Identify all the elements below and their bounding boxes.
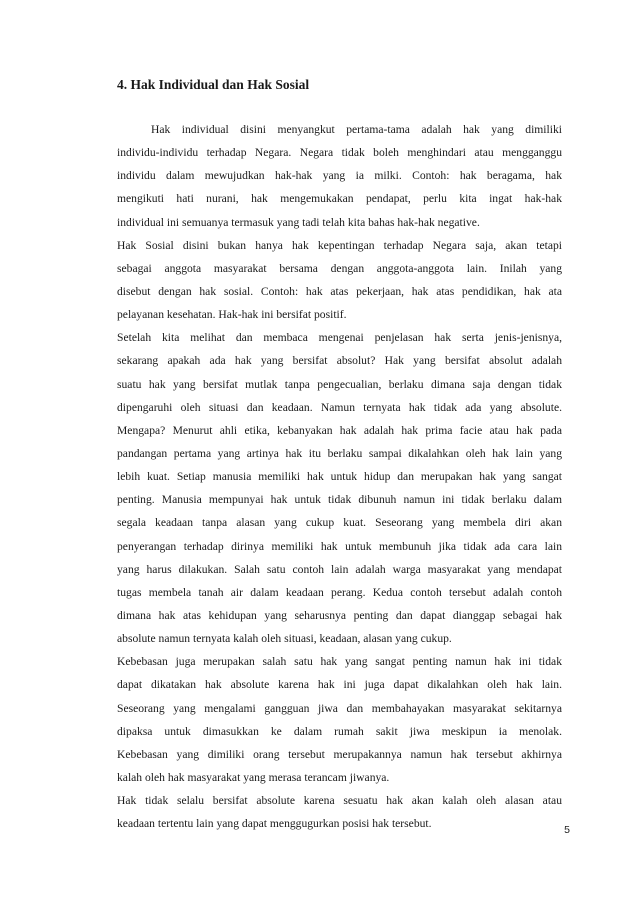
text-line: Mengapa? Menurut ahli etika, kebanyakan hak adalah hak prima facie atau hak pada: [117, 423, 562, 437]
text-line: dipaksa untuk dimasukkan ke dalam rumah sakit jiwa meskipun ia menolak.: [117, 724, 562, 738]
text-line: mengikuti hati nurani, hak mengemukakan pendapat, perlu kita ingat hak-hak: [117, 192, 562, 206]
text-line: absolute namun ternyata kalah oleh situasi, keadaan, alasan yang cukup.: [117, 632, 452, 646]
text-line: pandangan pertama yang artinya hak itu berlaku sampai dikalahkan oleh hak lain yang: [117, 446, 562, 460]
page-number: 5: [564, 824, 570, 836]
text-line: penting. Manusia mempunyai hak untuk tidak dibunuh namun ini tidak berlaku dalam: [117, 493, 562, 507]
text-line: individu-individu terhadap Negara. Negara tidak boleh menghindari atau mengganggu: [117, 146, 562, 160]
text-line: pelayanan kesehatan. Hak-hak ini bersifat positif.: [117, 308, 347, 322]
text-line: sekarang apakah ada hak yang bersifat absolut? Hak yang bersifat absolut adalah: [117, 354, 562, 368]
text-line: kalah oleh hak masyarakat yang merasa terancam jiwanya.: [117, 770, 390, 784]
text-line: suatu hak yang bersifat mutlak tanpa pengecualian, berlaku dimana saja dengan tidak: [117, 377, 562, 391]
text-line: yang harus dilakukan. Salah satu contoh lain adalah warga masyarakat yang mendapat: [117, 562, 562, 576]
text-line: dapat dikatakan hak absolute karena hak ini juga dapat dikalahkan oleh hak lain.: [117, 678, 562, 692]
text-line: Kebebasan yang dimiliki orang tersebut merupakannya namun hak tersebut akhirnya: [117, 747, 562, 761]
text-line: keadaan tertentu lain yang dapat menggugurkan posisi hak tersebut.: [117, 817, 432, 831]
text-line: segala keadaan tanpa alasan yang cukup kuat. Seseorang yang membela diri akan: [117, 516, 562, 530]
text-line: Seseorang yang mengalami gangguan jiwa dan membahayakan masyarakat sekitarnya: [117, 701, 562, 715]
text-line: Hak tidak selalu bersifat absolute karena sesuatu hak akan kalah oleh alasan atau: [117, 794, 562, 808]
body-text: [117, 118, 562, 835]
text-line: Hak Sosial disini bukan hanya hak kepentingan terhadap Negara saja, akan tetapi: [117, 238, 562, 252]
text-line: tugas membela tanah air dalam keadaan perang. Kedua contoh tersebut adalah contoh: [117, 585, 562, 599]
text-line: sebagai anggota masyarakat bersama dengan anggota-anggota lain. Inilah yang: [117, 261, 562, 275]
text-line: disebut dengan hak sosial. Contoh: hak atas pekerjaan, hak atas pendidikan, hak ata: [117, 284, 562, 298]
text-line: individu dalam mewujudkan hak-hak yang ia milki. Contoh: hak beragama, hak: [117, 169, 562, 183]
text-line: penyerangan terhadap dirinya memiliki hak untuk membunuh jika tidak ada cara lain: [117, 539, 562, 553]
text-line: individual ini semuanya termasuk yang tadi telah kita bahas hak-hak negative.: [117, 215, 480, 229]
text-line: Hak individual disini menyangkut pertama-tama adalah hak yang dimiliki: [151, 123, 562, 136]
section-heading: 4. Hak Individual dan Hak Sosial: [117, 77, 310, 92]
text-line: lebih kuat. Setiap manusia memiliki hak untuk hidup dan merupakan hak yang sangat: [117, 470, 562, 484]
text-line: dimana hak atas kehidupan yang seharusnya penting dan dapat dianggap sebagai hak: [117, 608, 562, 622]
text-line: dipengaruhi oleh situasi dan keadaan. Namun ternyata hak tidak ada yang absolute.: [117, 400, 562, 414]
text-line: Setelah kita melihat dan membaca mengenai penjelasan hak serta jenis-jenisnya,: [117, 331, 562, 345]
text-line: Kebebasan juga merupakan salah satu hak yang sangat penting namun hak ini tidak: [117, 655, 562, 669]
